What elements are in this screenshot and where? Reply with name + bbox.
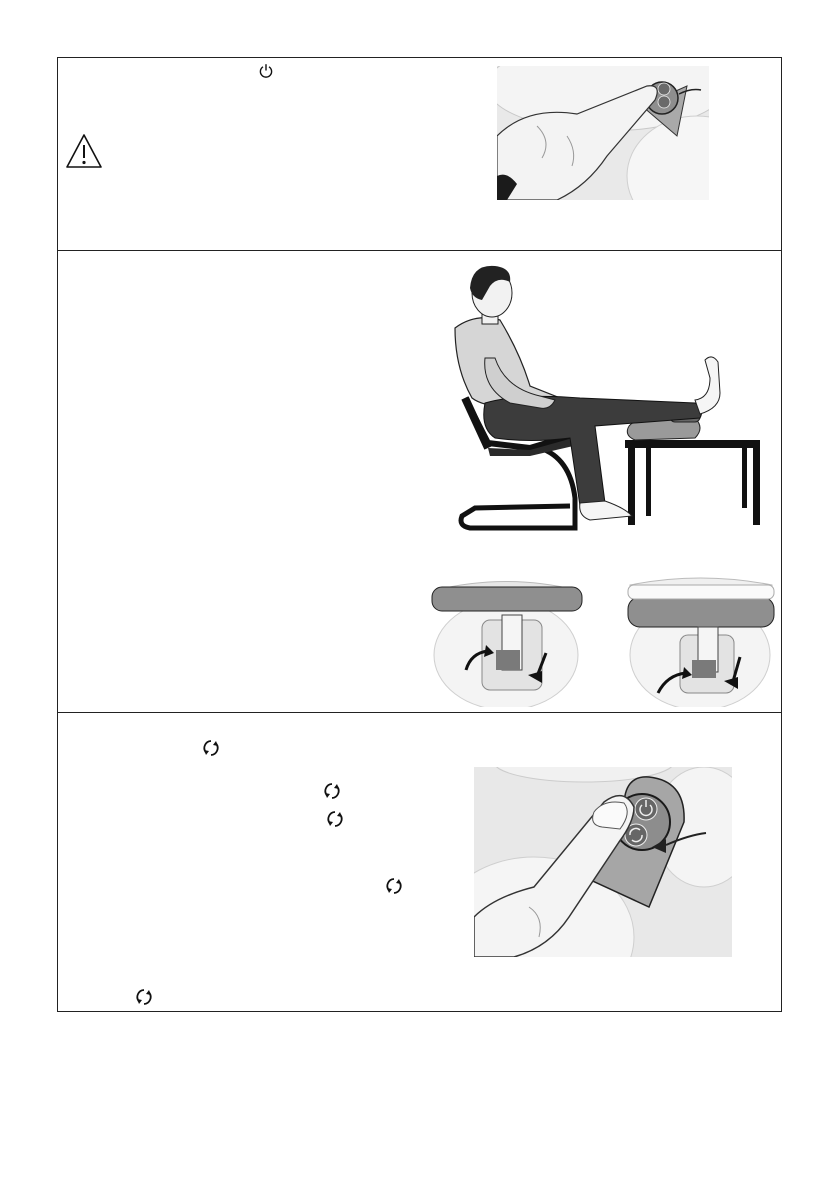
section-divider-1 <box>57 250 782 251</box>
rotate-icon <box>136 988 152 1006</box>
seated-man-illustration <box>420 258 765 533</box>
rotate-icon <box>386 877 402 895</box>
warning-icon <box>65 133 103 169</box>
rotate-icon <box>324 782 340 800</box>
section-divider-2 <box>57 712 782 713</box>
massager-high-position-illustration <box>622 575 777 707</box>
power-icon <box>258 63 274 79</box>
massager-low-position-illustration <box>426 575 586 707</box>
rotate-icon <box>327 810 343 828</box>
power-button-illustration <box>497 66 709 200</box>
rotate-button-illustration <box>474 767 732 957</box>
rotate-icon <box>203 739 219 757</box>
